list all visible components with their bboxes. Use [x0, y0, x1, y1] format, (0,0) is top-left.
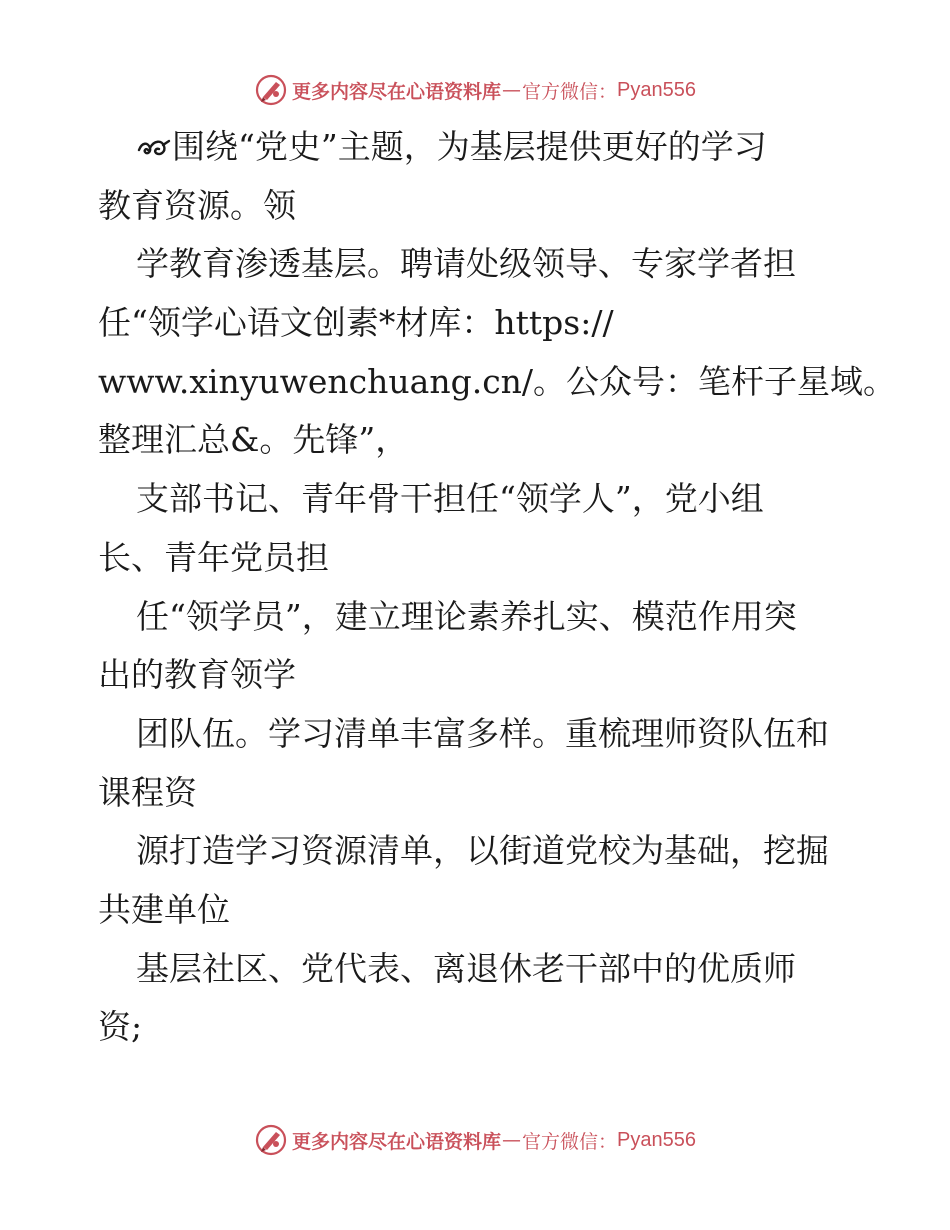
body-line-14: 共建单位 [98, 889, 230, 929]
paragraph-line [98, 235, 898, 294]
paragraph-line [98, 764, 898, 823]
header-wechat-id: Pyan556 [617, 78, 696, 101]
body-line-1: 围绕“党史”主题，为基层提供更好的学习 [172, 127, 767, 166]
pen-logo-icon [254, 1123, 288, 1157]
footer-banner-dash: — [502, 1129, 522, 1151]
paragraph-line [98, 411, 898, 470]
header-banner-main: 更多内容尽在心语资料库 [292, 80, 502, 103]
body-line-10: 出的教育领学 [98, 655, 296, 695]
pen-logo-icon [254, 73, 288, 107]
body-line-15: 基层社区、党代表、离退休老干部中的优质师 [136, 948, 796, 988]
header-banner [0, 70, 950, 110]
paragraph-line [98, 998, 898, 1057]
paragraph-line [98, 705, 898, 764]
paragraph-line [98, 294, 898, 353]
paragraph-line [98, 353, 898, 412]
paragraph-line [98, 177, 898, 236]
body-line-3: 学教育渗透基层。聘请处级领导、专家学者担 [136, 244, 796, 284]
body-line-5: www.xinyuwenchuang.cn/。公众号：笔杆子星域。 [98, 361, 897, 401]
header-banner-dash: — [502, 79, 522, 101]
footer-banner-main: 更多内容尽在心语资料库 [292, 1130, 502, 1153]
body-text [98, 118, 898, 1057]
ornament-bullet-icon [136, 132, 172, 162]
footer-banner [0, 1120, 950, 1160]
body-line-13: 源打造学习资源清单，以街道党校为基础，挖掘 [136, 831, 829, 871]
header-wechat-label: 官方微信： [522, 80, 618, 103]
body-line-12: 课程资 [98, 772, 197, 812]
paragraph-line [98, 822, 898, 881]
body-line-4: 任“领学心语文创素*材库：https:// [98, 303, 614, 343]
body-line-9: 任“领学员”，建立理论素养扎实、模范作用突 [136, 596, 797, 636]
paragraph-line [98, 118, 898, 177]
body-line-6: 整理汇总&。先锋”， [98, 420, 409, 460]
paragraph-line [98, 940, 898, 999]
body-line-8: 长、青年党员担 [98, 537, 329, 577]
paragraph-line [98, 529, 898, 588]
footer-wechat-id: Pyan556 [617, 1128, 696, 1151]
paragraph-line [98, 881, 898, 940]
body-line-7: 支部书记、青年骨干担任“领学人”，党小组 [136, 479, 764, 519]
paragraph-line [98, 470, 898, 529]
body-line-16: 资; [98, 1007, 143, 1047]
body-line-11: 团队伍。学习清单丰富多样。重梳理师资队伍和 [136, 713, 829, 753]
body-line-2: 教育资源。领 [98, 185, 296, 225]
paragraph-line [98, 646, 898, 705]
footer-wechat-label: 官方微信： [522, 1130, 618, 1153]
paragraph-line [98, 588, 898, 647]
